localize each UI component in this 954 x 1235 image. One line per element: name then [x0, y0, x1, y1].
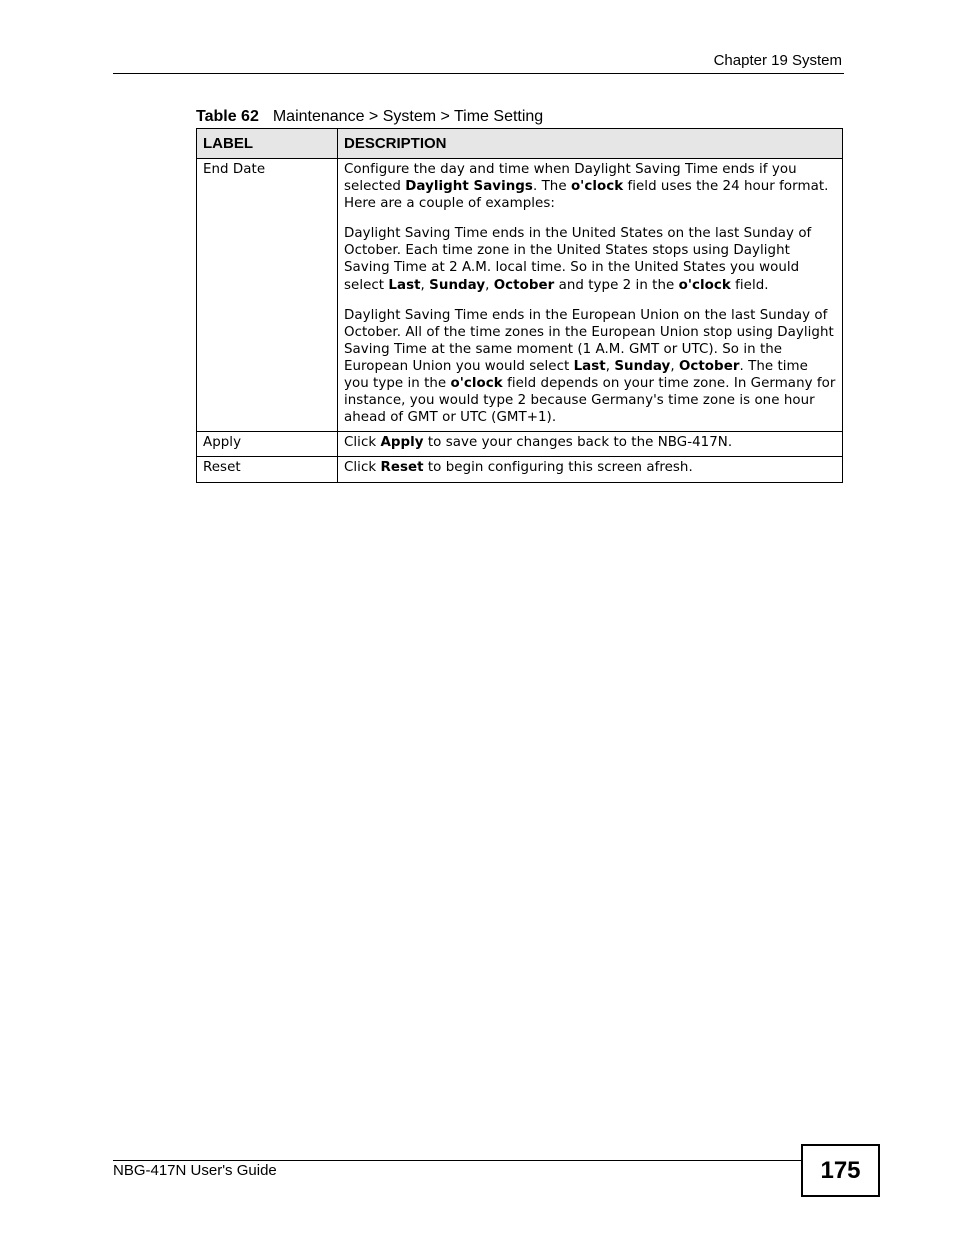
end-date-paragraph-1: Configure the day and time when Daylight Saving Time ends if you selected Daylight Savings. The o'clock field uses the 24 hour format. Here are a couple of examples:	[344, 162, 829, 212]
row-description-reset: Click Reset to begin configuring this screen afresh.	[338, 457, 843, 482]
row-label-end-date: End Date	[197, 159, 338, 432]
row-label-reset: Reset	[197, 457, 338, 482]
row-label-apply: Apply	[197, 432, 338, 457]
row-description-apply: Click Apply to save your changes back to the NBG-417N.	[338, 432, 843, 457]
end-date-paragraph-2: Daylight Saving Time ends in the United States on the last Sunday of October. Each time zone in the United States stops using Daylight Saving Time at 2 A.M. local time. So in the United States you would select Last, Sunday, October and type 2 in the o'clock field.	[344, 226, 812, 293]
end-date-paragraph-3: Daylight Saving Time ends in the European Union on the last Sunday of October. All of the time zones in the European Union stop using Daylight Saving Time at the same moment (1 A.M. GMT or UTC). So in the European Union you would select Last, Sunday, October. The time you type in the o'clock field depends on your time zone. In Germany for instance, you would type 2 because Germany's time zone is one hour ahead of GMT or UTC (GMT+1).	[344, 307, 836, 426]
row-description-end-date	[338, 159, 843, 432]
table-row	[197, 432, 843, 457]
table-caption	[196, 108, 543, 126]
footer-rule	[113, 1160, 801, 1161]
table-caption-label: Table 62	[196, 108, 259, 125]
table-row	[197, 457, 843, 482]
table-caption-title: Maintenance > System > Time Setting	[272, 108, 544, 125]
column-header-label: LABEL	[197, 129, 338, 159]
table-row	[197, 159, 843, 432]
page-number: 175	[801, 1144, 880, 1197]
footer-guide-title: NBG-417N User's Guide	[113, 1162, 277, 1179]
chapter-header: Chapter 19 System	[713, 52, 842, 69]
header-rule	[113, 73, 844, 74]
settings-table	[196, 128, 843, 483]
column-header-description: DESCRIPTION	[338, 129, 843, 159]
table-header-row	[197, 129, 843, 159]
